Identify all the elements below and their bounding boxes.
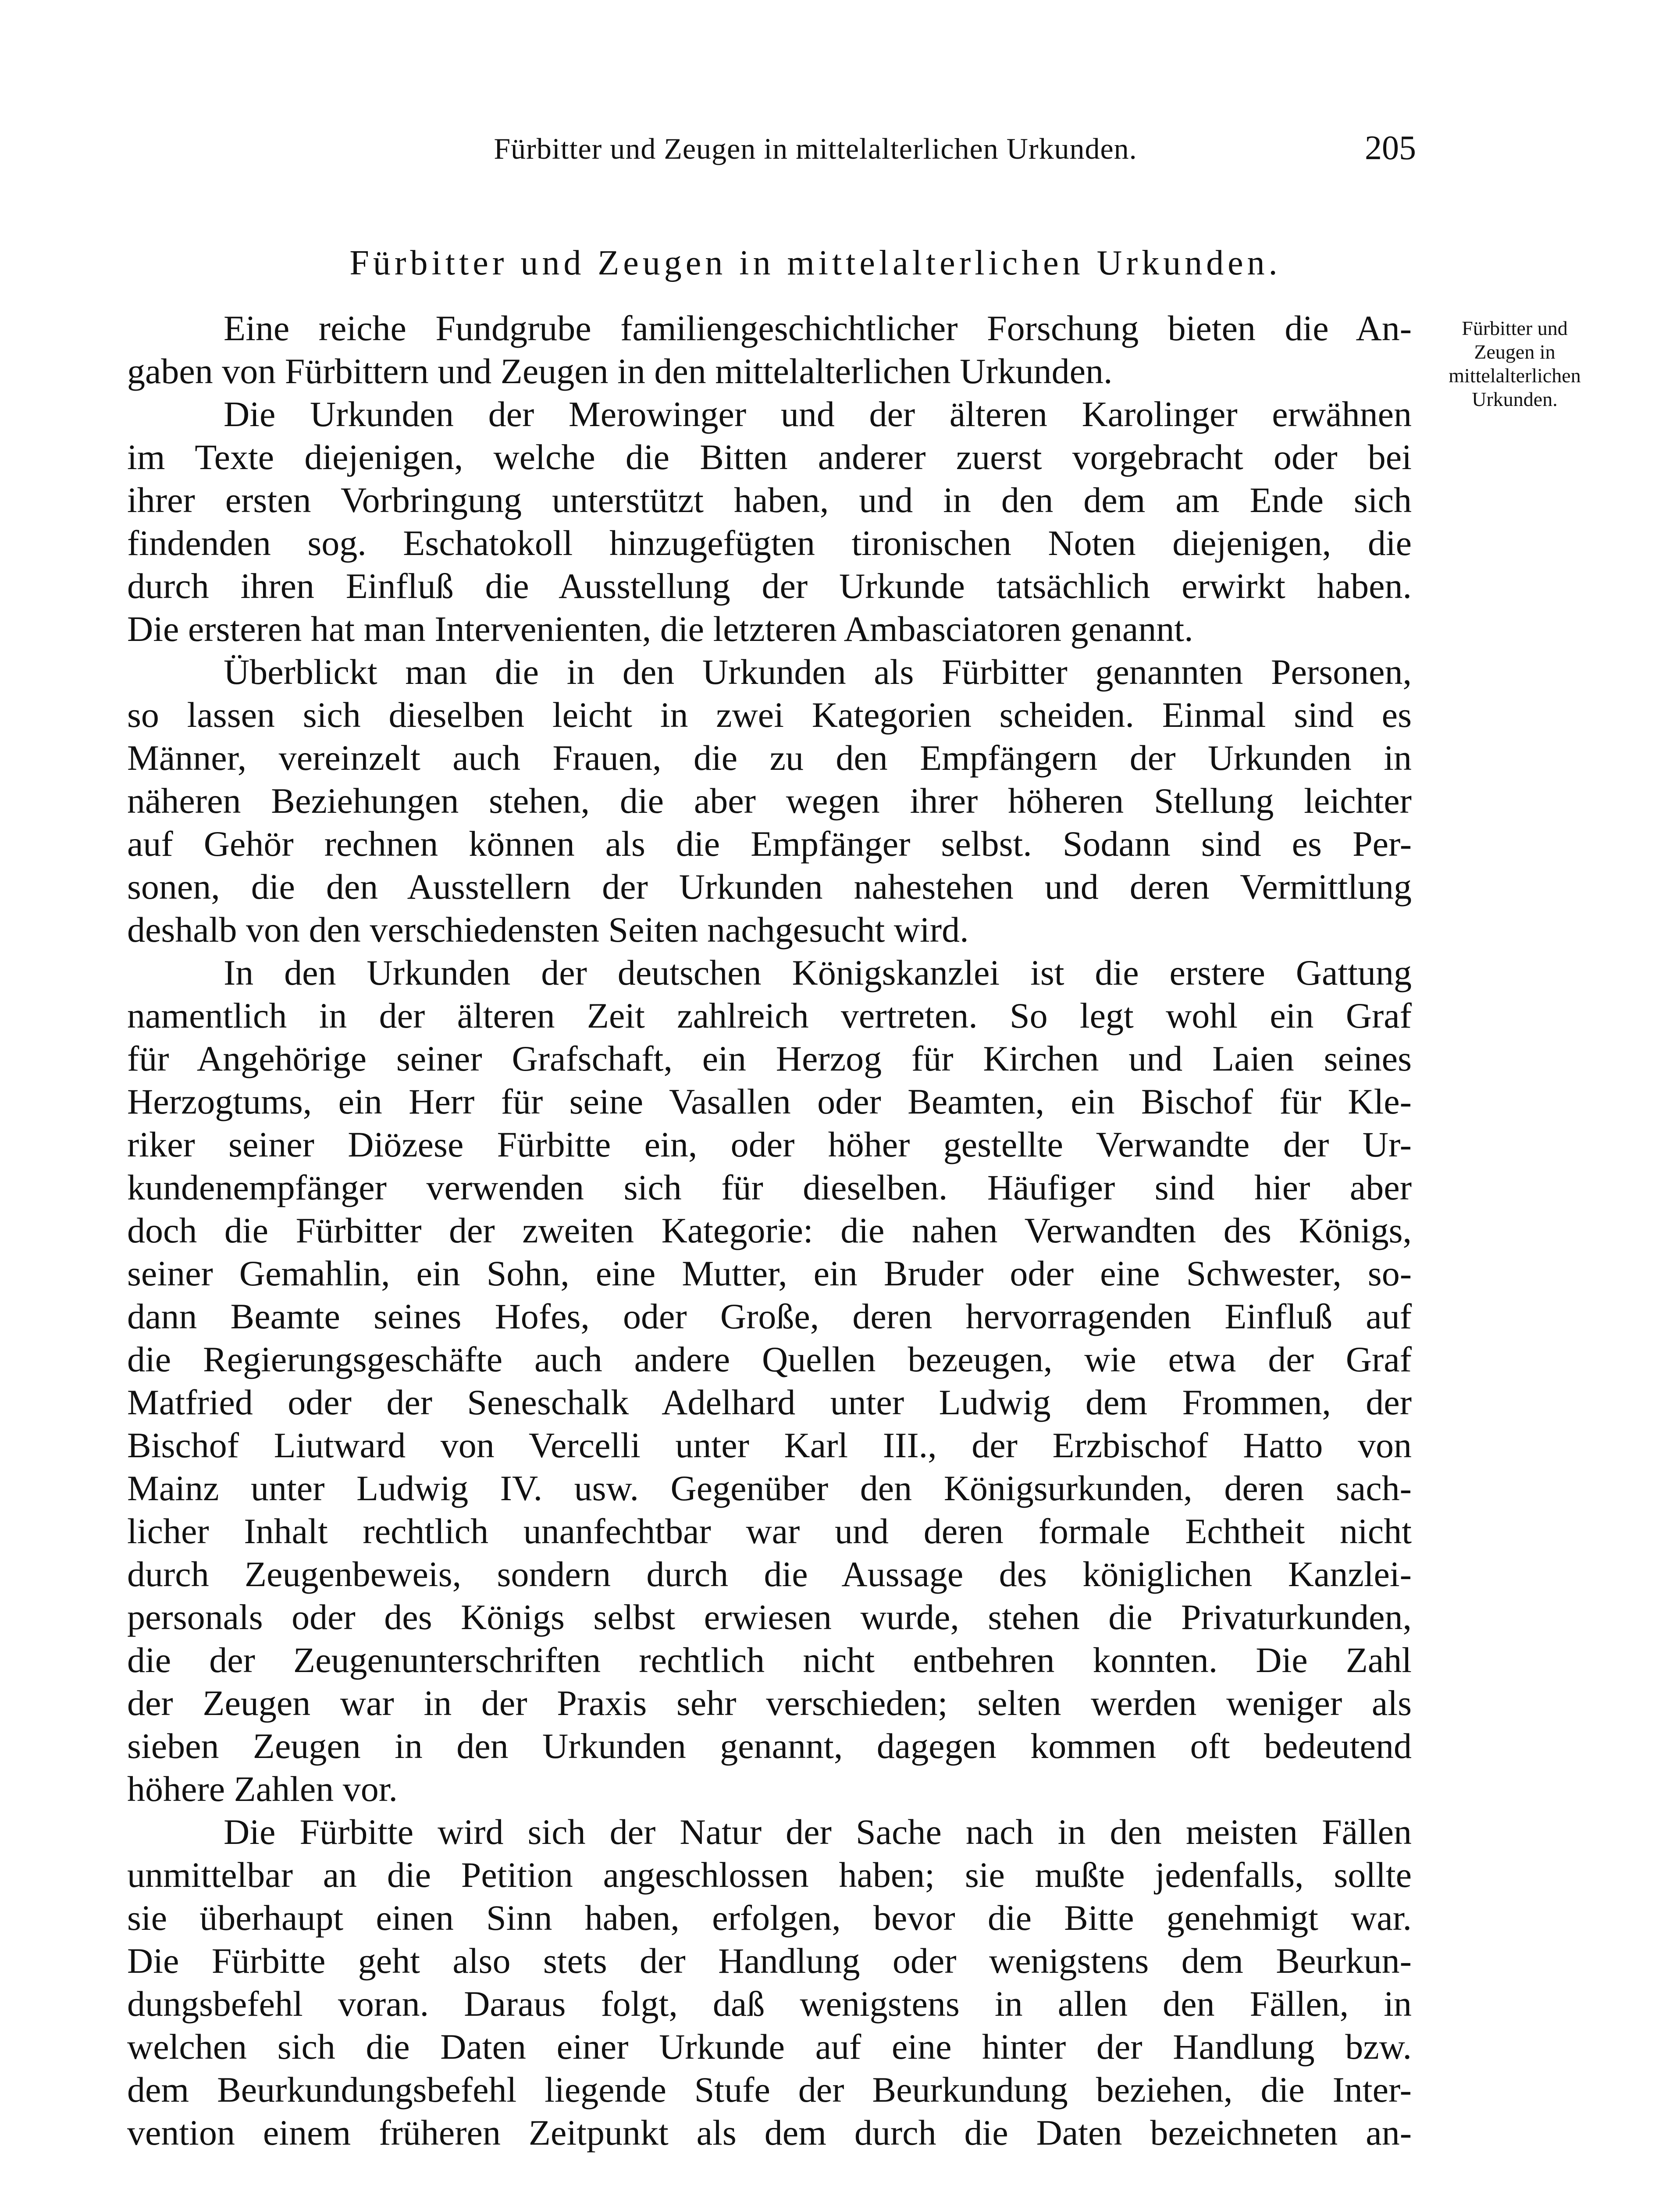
text-line: welchen sich die Daten einer Urkunde auf eine hinter der Handlung bzw. [127, 2027, 1412, 2067]
text-line: der Zeugen war in der Praxis sehr verschieden; selten werden weniger als [127, 1683, 1412, 1723]
text-line: findenden sog. Eschatokoll hinzugefügten tironischen Noten diejenigen, die [127, 523, 1412, 563]
text-line: vention einem früheren Zeitpunkt als dem durch die Daten bezeichneten an- [127, 2113, 1412, 2153]
text-line: sie überhaupt einen Sinn haben, erfolgen, bevor die Bitte genehmigt war. [127, 1898, 1412, 1938]
text-line: Mainz unter Ludwig IV. usw. Gegenüber den Königsurkunden, deren sach- [127, 1468, 1412, 1508]
text-line: licher Inhalt rechtlich unanfechtbar war und deren formale Echtheit nicht [127, 1511, 1412, 1551]
text-line: ihrer ersten Vorbringung unterstützt haben, und in den dem am Ende sich [127, 480, 1412, 520]
text-line: durch Zeugenbeweis, sondern durch die Aussage des königlichen Kanzlei- [127, 1554, 1412, 1594]
text-line: Herzogtums, ein Herr für seine Vasallen oder Beamten, ein Bischof für Kle- [127, 1082, 1412, 1121]
text-line: kundenempfänger verwenden sich für dieselben. Häufiger sind hier aber [127, 1167, 1412, 1207]
text-line: seiner Gemahlin, ein Sohn, eine Mutter, ein Bruder oder eine Schwester, so- [127, 1253, 1412, 1293]
margin-note-line: Urkunden. [1472, 388, 1558, 410]
margin-note-line: Zeugen in [1474, 341, 1555, 363]
text-line: durch ihren Einfluß die Ausstellung der Urkunde tatsächlich erwirkt haben. [127, 566, 1412, 606]
text-line: namentlich in der älteren Zeit zahlreich vertreten. So legt wohl ein Graf [127, 996, 1412, 1036]
text-line: Die ersteren hat man Intervenienten, die letzteren Ambasciatoren genannt. [127, 609, 1193, 649]
margin-note-line: mittelalterlichen [1449, 364, 1581, 387]
text-line: Überblickt man die in den Urkunden als Fürbitter genannten Personen, [224, 652, 1412, 692]
margin-note-line: Fürbitter und [1462, 317, 1568, 339]
running-title: Fürbitter und Zeugen in mittelalterlichen Urkunden. [494, 132, 1137, 165]
text-line: Die Fürbitte wird sich der Natur der Sache nach in den meisten Fällen [224, 1812, 1412, 1852]
section-heading: Fürbitter und Zeugen in mittelalterlichen Urkunden. [349, 244, 1281, 282]
text-line: die der Zeugenunterschriften rechtlich nicht entbehren konnten. Die Zahl [127, 1640, 1412, 1680]
text-line: die Regierungsgeschäfte auch andere Quellen bezeugen, wie etwa der Graf [127, 1339, 1412, 1379]
text-line: höhere Zahlen vor. [127, 1769, 398, 1809]
text-line: für Angehörige seiner Grafschaft, ein Herzog für Kirchen und Laien seines [127, 1039, 1412, 1078]
text-line: näheren Beziehungen stehen, die aber wegen ihrer höheren Stellung leichter [127, 781, 1412, 821]
text-line: dann Beamte seines Hofes, oder Große, deren hervorragenden Einfluß auf [127, 1296, 1412, 1336]
text-line: personals oder des Königs selbst erwiesen wurde, stehen die Privaturkunden, [127, 1597, 1412, 1637]
body-text [127, 307, 1412, 2154]
text-line: dem Beurkundungsbefehl liegende Stufe der Beurkundung beziehen, die Inter- [127, 2070, 1412, 2110]
running-header [0, 128, 1680, 180]
text-line: Eine reiche Fundgrube familiengeschichtlicher Forschung bieten die An- [224, 308, 1412, 348]
page-number: 205 [1365, 128, 1416, 167]
text-line: Bischof Liutward von Vercelli unter Karl III., der Erzbischof Hatto von [127, 1425, 1412, 1465]
text-line: Matfried oder der Seneschalk Adelhard unter Ludwig dem Frommen, der [127, 1382, 1412, 1422]
text-line: dungsbefehl voran. Daraus folgt, daß wenigstens in allen den Fällen, in [127, 1984, 1412, 2024]
text-line: Die Fürbitte geht also stets der Handlung oder wenigstens dem Beurkun- [127, 1941, 1412, 1981]
text-line: In den Urkunden der deutschen Königskanzlei ist die erstere Gattung [224, 953, 1412, 993]
margin-note [1420, 317, 1609, 411]
text-line: unmittelbar an die Petition angeschlossen haben; sie mußte jedenfalls, sollte [127, 1855, 1412, 1895]
text-line: doch die Fürbitter der zweiten Kategorie: die nahen Verwandten des Königs, [127, 1210, 1412, 1250]
text-line: im Texte diejenigen, welche die Bitten anderer zuerst vorgebracht oder bei [127, 437, 1412, 477]
text-line: Männer, vereinzelt auch Frauen, die zu den Empfängern der Urkunden in [127, 738, 1412, 778]
text-line: Die Urkunden der Merowinger und der älteren Karolinger erwähnen [224, 394, 1412, 434]
text-line: sonen, die den Ausstellern der Urkunden nahestehen und deren Vermittlung [127, 867, 1412, 907]
text-line: gaben von Fürbittern und Zeugen in den mittelalterlichen Urkunden. [127, 351, 1113, 391]
text-line: auf Gehör rechnen können als die Empfänger selbst. Sodann sind es Per- [127, 824, 1412, 864]
text-line: sieben Zeugen in den Urkunden genannt, dagegen kommen oft bedeutend [127, 1726, 1412, 1766]
text-line: so lassen sich dieselben leicht in zwei Kategorien scheiden. Einmal sind es [127, 695, 1412, 735]
text-line: riker seiner Diözese Fürbitte ein, oder höher gestellte Verwandte der Ur- [127, 1124, 1412, 1164]
text-line: deshalb von den verschiedensten Seiten nachgesucht wird. [127, 910, 969, 950]
